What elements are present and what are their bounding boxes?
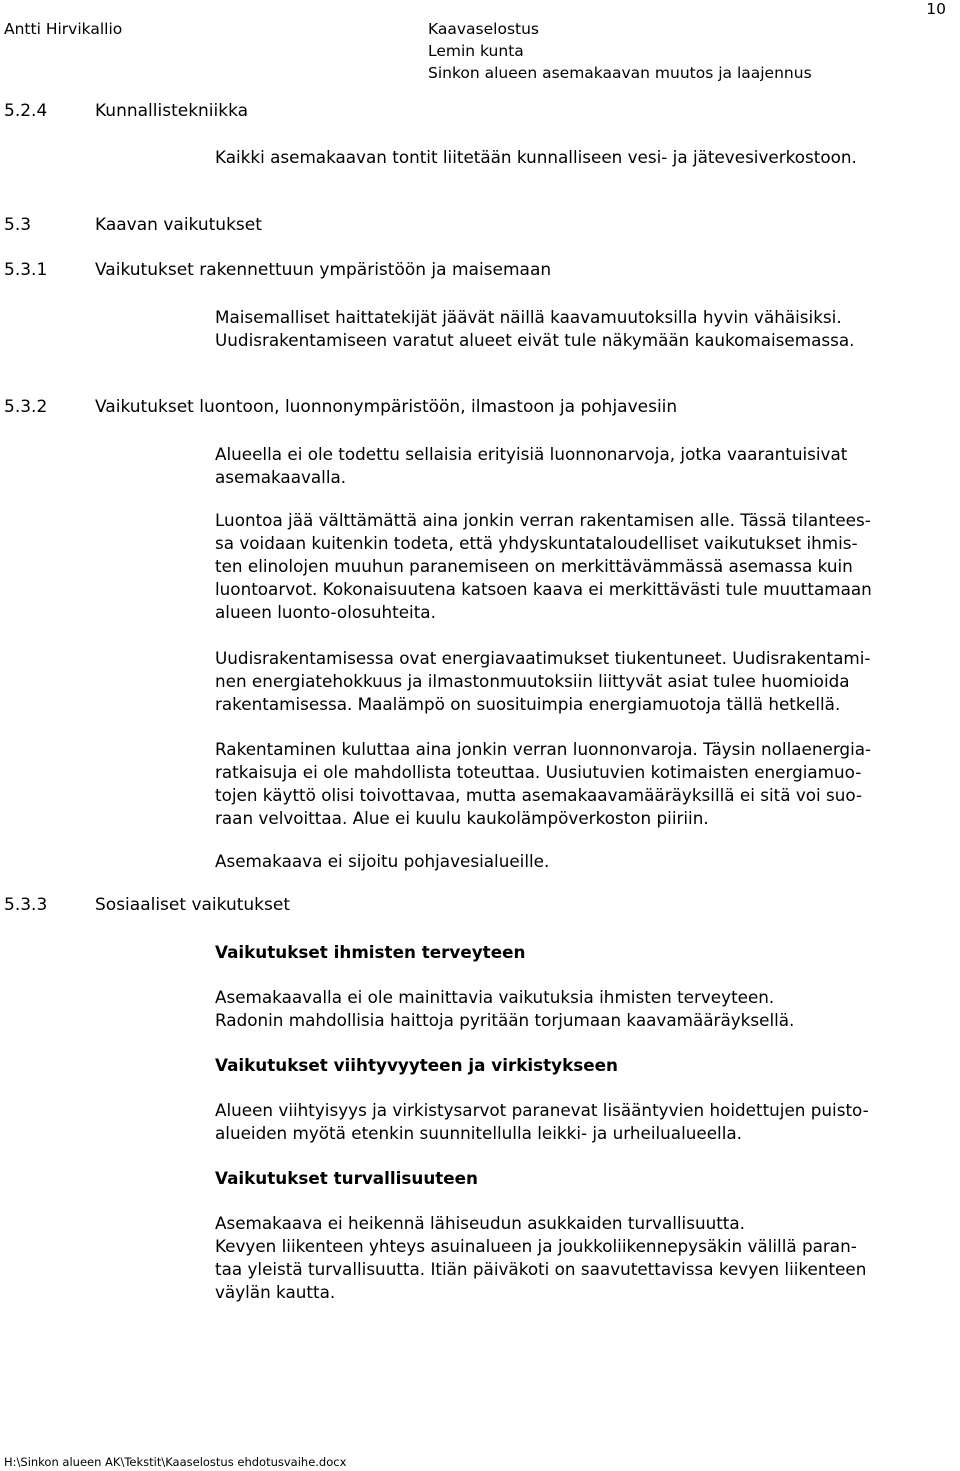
text-line: rakentamisessa. Maalämpö on suosituimpia energiamuotoja tällä hetkellä. [215,694,841,714]
section-body-5-3-2-p1 [215,443,953,489]
text-line: Rakentaminen kuluttaa aina jonkin verran luonnonvaroja. Täysin nollaenergia- [215,739,872,759]
section-body-5-2-4 [215,146,953,169]
text-line: raan velvoittaa. Alue ei kuulu kaukolämpöverkoston piiriin. [215,808,709,828]
header-author: Antti Hirvikallio [4,20,123,38]
text-line: ten elinolojen muuhun paranemiseen on merkittävämmässä asemassa kuin [215,556,853,576]
section-title-5-3-3: Sosiaaliset vaikutukset [95,895,291,915]
section-number-5-3-3: 5.3.3 [4,895,48,915]
section-body-5-3-2-p3 [215,647,953,716]
text-line: ratkaisuja ei ole mahdollista toteuttaa. Uusiutuvien kotimaisten energiamuo- [215,762,862,782]
header-municipality: Lemin kunta [428,42,524,60]
section-number-5-3-1: 5.3.1 [4,260,48,280]
header-doc-type: Kaavaselostus [428,20,540,38]
section-number-5-2-4: 5.2.4 [4,101,48,121]
paragraph: Kaikki asemakaavan tontit liitetään kunnalliseen vesi- ja jätevesiverkostoon. [215,147,857,167]
text-line: Kevyen liikenteen yhteys asuinalueen ja joukkoliikennepysäkin välillä paran- [215,1236,857,1256]
section-title-5-2-4: Kunnallistekniikka [95,101,249,121]
section-body-5-3-2-p4 [215,738,953,830]
section-title-5-3-1: Vaikutukset rakennettuun ympäristöön ja maisemaan [95,260,552,280]
text-line: alueen luonto-olosuhteita. [215,602,436,622]
text-line: sa voidaan kuitenkin todeta, että yhdyskuntataloudelliset vaikutukset ihmis- [215,533,858,553]
section-number-5-3: 5.3 [4,215,32,235]
section-number-5-3-2: 5.3.2 [4,397,48,417]
section-body-5-3-2-p5 [215,850,953,873]
section-title-5-3-2: Vaikutukset luontoon, luonnonympäristöön, ilmastoon ja pohjavesiin [95,397,678,417]
text-line: Asemakaavalla ei ole mainittavia vaikutuksia ihmisten terveyteen. [215,987,775,1007]
text-line: Alueen viihtyisyys ja virkistysarvot paranevat lisääntyvien hoidettujen puisto- [215,1100,869,1120]
text-line: asemakaavalla. [215,467,347,487]
section-title-5-3: Kaavan vaikutukset [95,215,262,235]
text-line: nen energiatehokkuus ja ilmastonmuutoksiin liittyvät asiat tulee huomioida [215,671,850,691]
section-body-health [215,986,953,1032]
text-line: Asemakaava ei sijoitu pohjavesialueille. [215,851,550,871]
text-line: taa yleistä turvallisuutta. Itiän päiväkoti on saavutettavissa kevyen liikenteen [215,1259,867,1279]
header-project: Sinkon alueen asemakaavan muutos ja laajennus [428,64,812,82]
subheading-health: Vaikutukset ihmisten terveyteen [215,942,526,962]
text-line: Luontoa jää välttämättä aina jonkin verran rakentamisen alle. Tässä tilantees- [215,510,871,530]
text-line: tojen käyttö olisi toivottavaa, mutta asemakaavamääräyksillä ei sitä voi suo- [215,785,863,805]
page-number: 10 [926,0,946,18]
section-body-5-3-1 [215,306,953,352]
section-body-safety [215,1212,953,1304]
text-line: Maisemalliset haittatekijät jäävät näillä kaavamuutoksilla hyvin vähäisiksi. [215,307,842,327]
subheading-recreation: Vaikutukset viihtyvyyteen ja virkistykseen [215,1055,618,1075]
footer-file-path: H:\Sinkon alueen AK\Tekstit\Kaaselostus ehdotusvaihe.docx [4,1455,347,1469]
text-line: väylän kautta. [215,1282,336,1302]
text-line: Asemakaava ei heikennä lähiseudun asukkaiden turvallisuutta. [215,1213,746,1233]
text-line: Uudisrakentamisessa ovat energiavaatimukset tiukentuneet. Uudisrakentami- [215,648,871,668]
section-body-recreation [215,1099,953,1145]
text-line: alueiden myötä etenkin suunnitellulla leikki- ja urheilualueella. [215,1123,742,1143]
text-line: Uudisrakentamiseen varatut alueet eivät tule näkymään kaukomaisemassa. [215,330,855,350]
text-line: Radonin mahdollisia haittoja pyritään torjumaan kaavamääräyksellä. [215,1010,795,1030]
section-body-5-3-2-p2 [215,509,953,624]
text-line: luontoarvot. Kokonaisuutena katsoen kaava ei merkittävästi tule muuttamaan [215,579,872,599]
subheading-safety: Vaikutukset turvallisuuteen [215,1168,478,1188]
text-line: Alueella ei ole todettu sellaisia erityisiä luonnonarvoja, jotka vaarantuisivat [215,444,848,464]
